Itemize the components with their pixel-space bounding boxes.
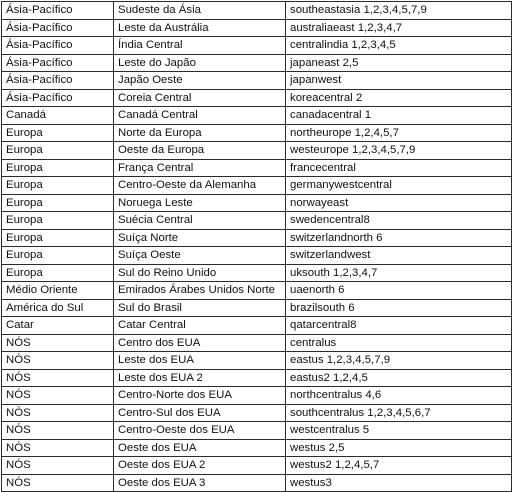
region-code-cell: centralus xyxy=(286,334,512,352)
region-name-cell: Suécia Central xyxy=(114,212,286,230)
region-code-cell: uksouth 1,2,3,4,7 xyxy=(286,264,512,282)
geography-cell: Europa xyxy=(2,212,114,230)
table-row xyxy=(2,264,512,282)
region-code-cell: swedencentral8 xyxy=(286,212,512,230)
table-row xyxy=(2,439,512,457)
region-code-cell: japanwest xyxy=(286,72,512,90)
region-name-cell: Suíça Norte xyxy=(114,229,286,247)
geography-cell: Ásia-Pacífico xyxy=(2,89,114,107)
region-table-container xyxy=(1,1,511,492)
region-name-cell: Leste da Austrália xyxy=(114,19,286,37)
region-name-cell: Centro-Oeste dos EUA xyxy=(114,422,286,440)
table-row xyxy=(2,282,512,300)
region-code-cell: westus2 1,2,4,5,7 xyxy=(286,457,512,475)
region-name-cell: Norte da Europa xyxy=(114,124,286,142)
geography-cell: Europa xyxy=(2,142,114,160)
region-code-cell: brazilsouth 6 xyxy=(286,299,512,317)
table-row xyxy=(2,317,512,335)
table-row xyxy=(2,2,512,20)
region-code-cell: switzerlandnorth 6 xyxy=(286,229,512,247)
table-row xyxy=(2,334,512,352)
region-code-cell: northcentralus 4,6 xyxy=(286,387,512,405)
table-row xyxy=(2,247,512,265)
geography-cell: NÓS xyxy=(2,352,114,370)
region-name-cell: Oeste dos EUA 2 xyxy=(114,457,286,475)
region-code-cell: uaenorth 6 xyxy=(286,282,512,300)
geography-cell: Europa xyxy=(2,177,114,195)
table-row xyxy=(2,177,512,195)
region-code-cell: centralindia 1,2,3,4,5 xyxy=(286,37,512,55)
table-row xyxy=(2,107,512,125)
region-name-cell: Coreia Central xyxy=(114,89,286,107)
geography-cell: NÓS xyxy=(2,457,114,475)
geography-cell: NÓS xyxy=(2,422,114,440)
geography-cell: Europa xyxy=(2,247,114,265)
region-name-cell: Centro-Oeste da Alemanha xyxy=(114,177,286,195)
region-name-cell: Japão Oeste xyxy=(114,72,286,90)
region-code-cell: japaneast 2,5 xyxy=(286,54,512,72)
region-name-cell: Índia Central xyxy=(114,37,286,55)
geography-cell: Ásia-Pacífico xyxy=(2,19,114,37)
region-name-cell: Centro-Norte dos EUA xyxy=(114,387,286,405)
region-name-cell: Sul do Reino Unido xyxy=(114,264,286,282)
geography-cell: NÓS xyxy=(2,439,114,457)
region-name-cell: Sudeste da Ásia xyxy=(114,2,286,20)
region-name-cell: Oeste dos EUA xyxy=(114,439,286,457)
region-code-cell: switzerlandwest xyxy=(286,247,512,265)
region-code-cell: francecentral xyxy=(286,159,512,177)
region-name-cell: Oeste dos EUA 3 xyxy=(114,474,286,492)
region-name-cell: Oeste da Europa xyxy=(114,142,286,160)
geography-cell: Europa xyxy=(2,229,114,247)
region-code-cell: westus 2,5 xyxy=(286,439,512,457)
region-code-cell: westeurope 1,2,3,4,5,7,9 xyxy=(286,142,512,160)
table-row xyxy=(2,352,512,370)
geography-cell: Ásia-Pacífico xyxy=(2,72,114,90)
region-table-body xyxy=(2,2,512,492)
geography-cell: Europa xyxy=(2,264,114,282)
geography-cell: Catar xyxy=(2,317,114,335)
table-row xyxy=(2,72,512,90)
region-code-cell: australiaeast 1,2,3,4,7 xyxy=(286,19,512,37)
region-name-cell: Catar Central xyxy=(114,317,286,335)
table-row xyxy=(2,299,512,317)
region-name-cell: Leste dos EUA xyxy=(114,352,286,370)
region-name-cell: Centro-Sul dos EUA xyxy=(114,404,286,422)
geography-cell: NÓS xyxy=(2,387,114,405)
table-row xyxy=(2,369,512,387)
region-code-cell: qatarcentral8 xyxy=(286,317,512,335)
region-table xyxy=(1,1,512,492)
geography-cell: Ásia-Pacífico xyxy=(2,37,114,55)
region-name-cell: Emirados Árabes Unidos Norte xyxy=(114,282,286,300)
table-row xyxy=(2,124,512,142)
region-name-cell: Noruega Leste xyxy=(114,194,286,212)
table-row xyxy=(2,457,512,475)
table-row xyxy=(2,422,512,440)
table-row xyxy=(2,159,512,177)
geography-cell: Ásia-Pacífico xyxy=(2,2,114,20)
geography-cell: Europa xyxy=(2,159,114,177)
region-code-cell: westus3 xyxy=(286,474,512,492)
geography-cell: Ásia-Pacífico xyxy=(2,54,114,72)
geography-cell: NÓS xyxy=(2,369,114,387)
geography-cell: NÓS xyxy=(2,404,114,422)
geography-cell: Canadá xyxy=(2,107,114,125)
region-code-cell: southcentralus 1,2,3,4,5,6,7 xyxy=(286,404,512,422)
region-code-cell: koreacentral 2 xyxy=(286,89,512,107)
table-row xyxy=(2,194,512,212)
region-name-cell: Leste do Japão xyxy=(114,54,286,72)
table-row xyxy=(2,89,512,107)
region-code-cell: southeastasia 1,2,3,4,5,7,9 xyxy=(286,2,512,20)
table-row xyxy=(2,37,512,55)
table-row xyxy=(2,54,512,72)
table-row xyxy=(2,404,512,422)
geography-cell: Europa xyxy=(2,194,114,212)
geography-cell: NÓS xyxy=(2,334,114,352)
region-name-cell: Centro dos EUA xyxy=(114,334,286,352)
geography-cell: NÓS xyxy=(2,474,114,492)
region-name-cell: Suíça Oeste xyxy=(114,247,286,265)
table-row xyxy=(2,229,512,247)
region-code-cell: westcentralus 5 xyxy=(286,422,512,440)
region-code-cell: canadacentral 1 xyxy=(286,107,512,125)
table-row xyxy=(2,474,512,492)
table-row xyxy=(2,387,512,405)
region-code-cell: eastus2 1,2,4,5 xyxy=(286,369,512,387)
table-row xyxy=(2,142,512,160)
geography-cell: América do Sul xyxy=(2,299,114,317)
region-name-cell: França Central xyxy=(114,159,286,177)
geography-cell: Médio Oriente xyxy=(2,282,114,300)
region-code-cell: northeurope 1,2,4,5,7 xyxy=(286,124,512,142)
region-name-cell: Sul do Brasil xyxy=(114,299,286,317)
region-code-cell: germanywestcentral xyxy=(286,177,512,195)
region-name-cell: Leste dos EUA 2 xyxy=(114,369,286,387)
region-name-cell: Canadá Central xyxy=(114,107,286,125)
region-code-cell: norwayeast xyxy=(286,194,512,212)
table-row xyxy=(2,212,512,230)
table-row xyxy=(2,19,512,37)
geography-cell: Europa xyxy=(2,124,114,142)
region-code-cell: eastus 1,2,3,4,5,7,9 xyxy=(286,352,512,370)
